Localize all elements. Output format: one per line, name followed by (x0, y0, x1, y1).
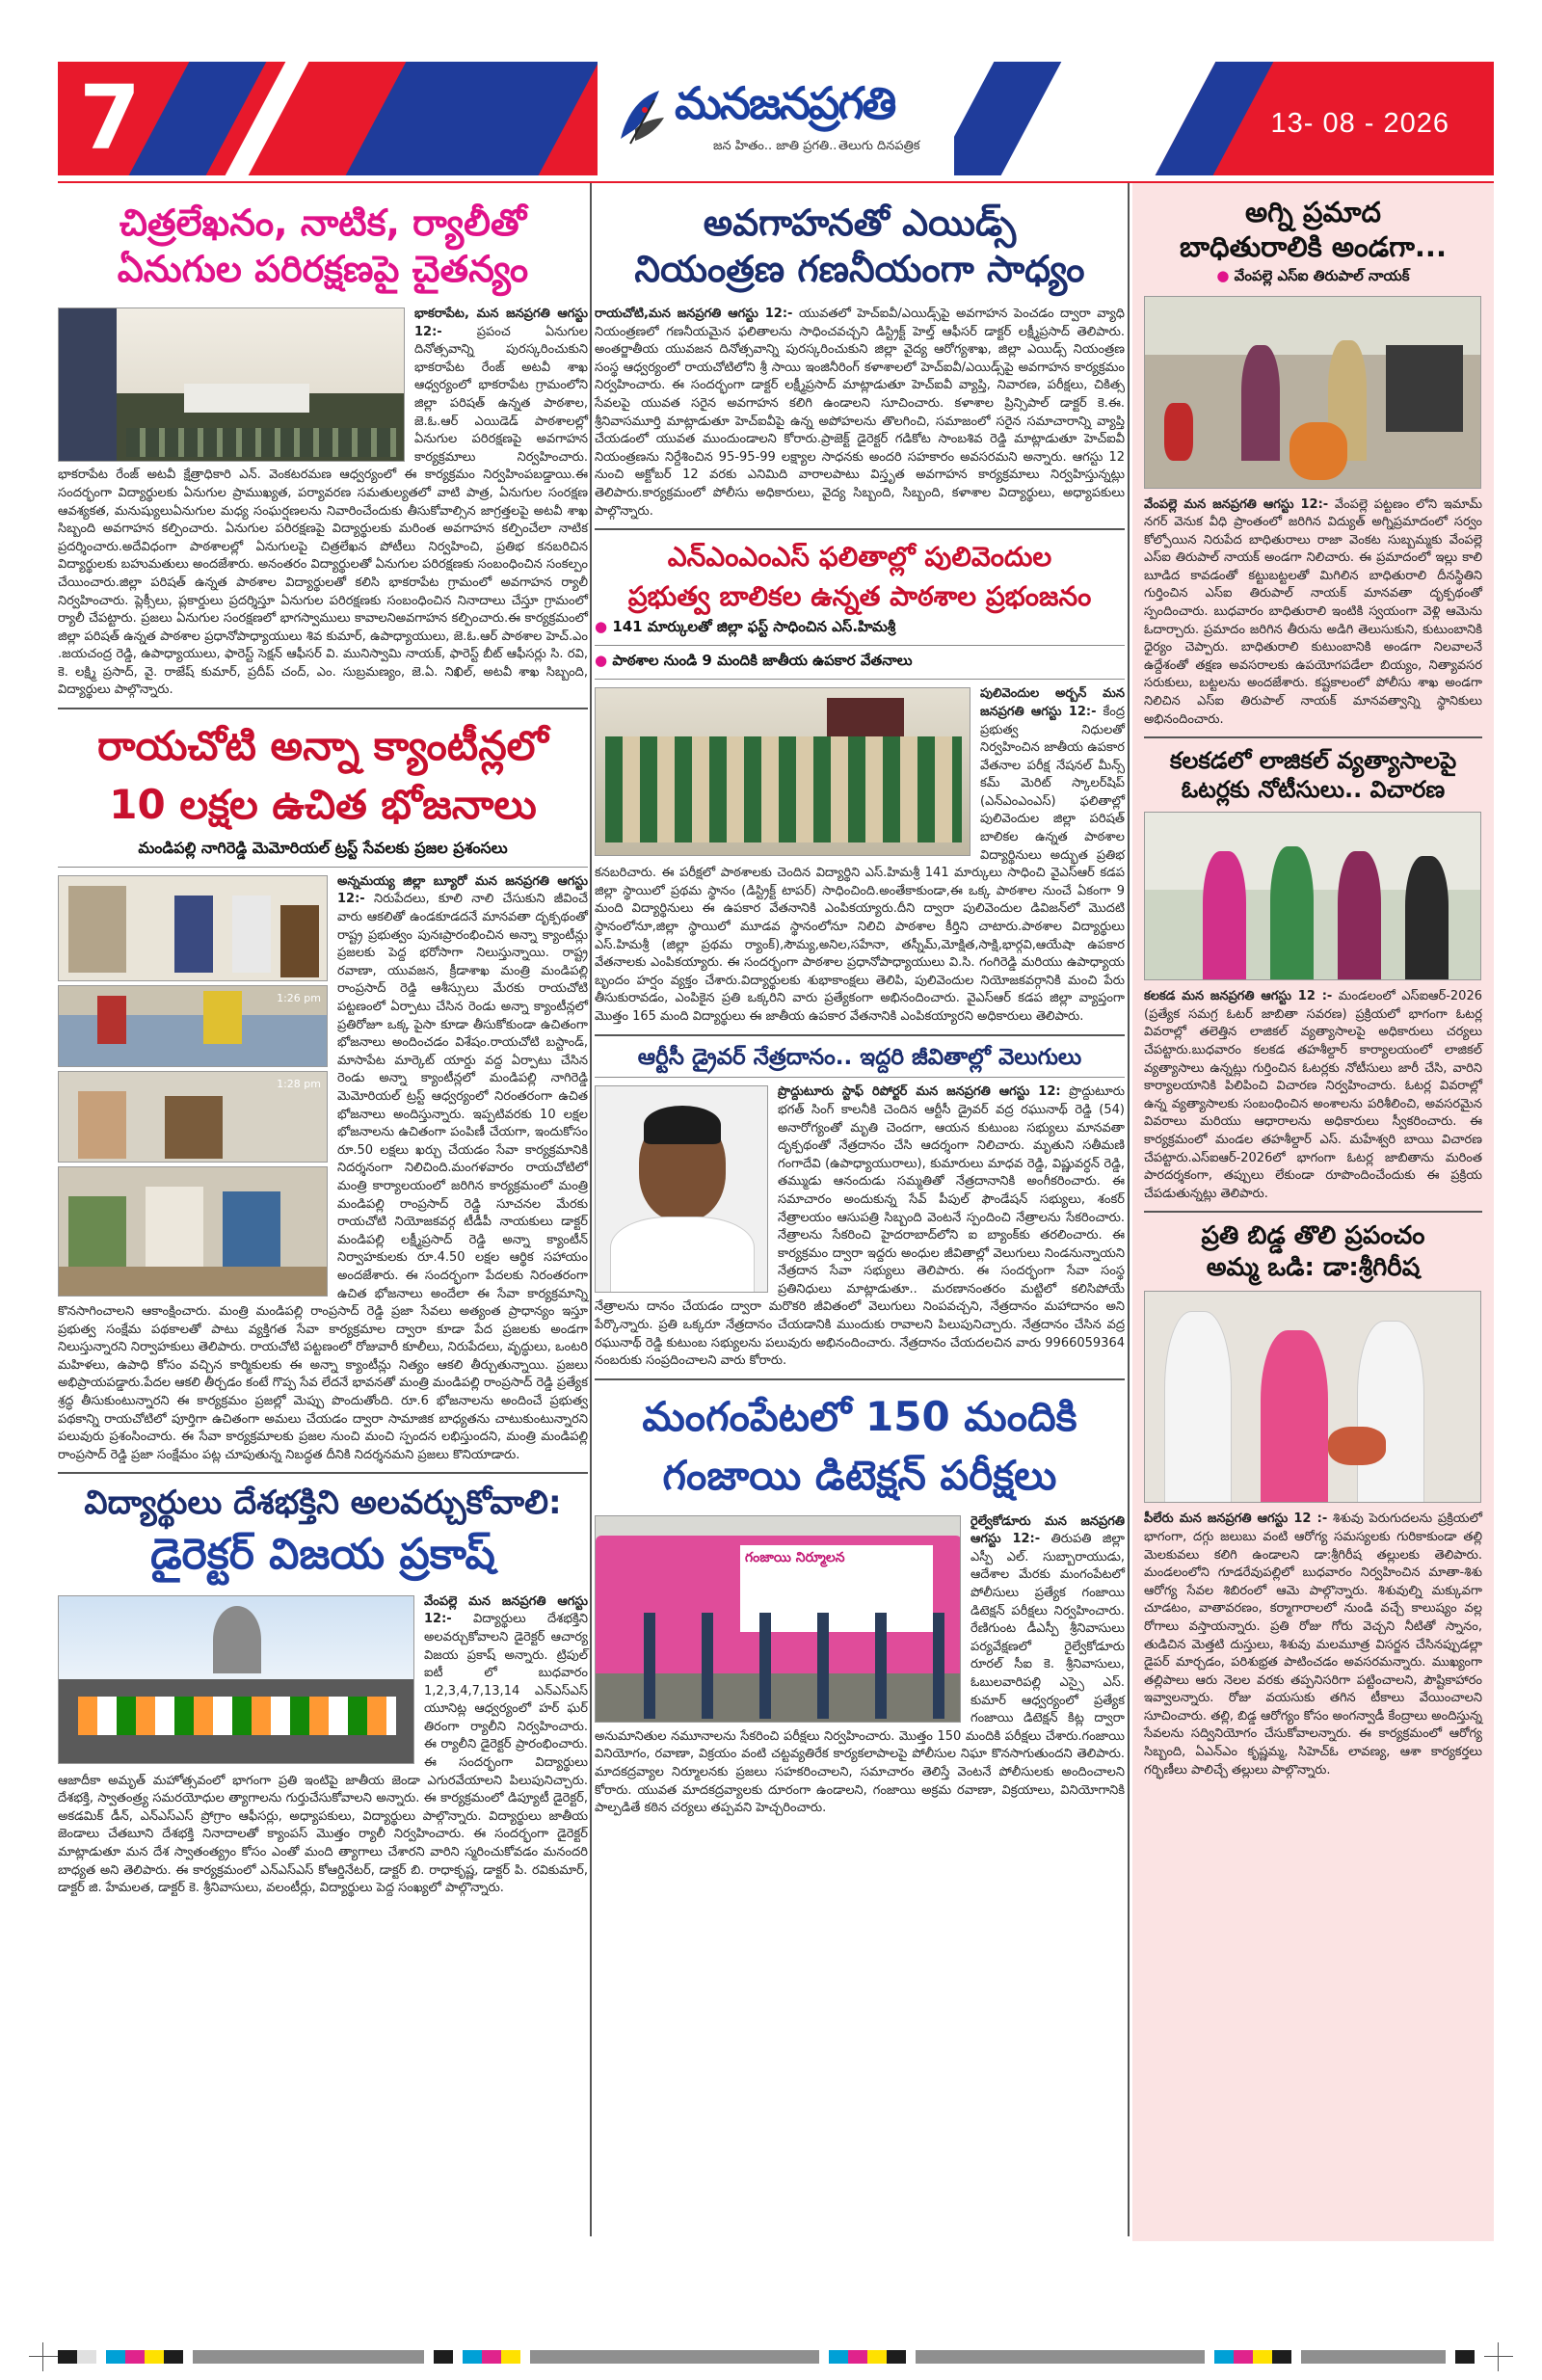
byline-text: వేంపల్లె ఎస్ఐ తిరుపాల్ నాయక్ (1234, 266, 1410, 284)
article-mother-child-health (1144, 1220, 1482, 1779)
article-anna-canteen (58, 717, 588, 1464)
column-separator (590, 183, 592, 2236)
article-text: ప్రపంచ ఏనుగుల దినోత్సవాన్ని పురస్కరించుకుని భాకరాపేట రేంజ్ అటవీ శాఖ ఆధ్వర్యంలో భాకరాపేట గ్రామంలోని జిల్లా పరిషత్ ఉన్నత పాఠశాల, జె.ఓ.ఆర్ ఎయిడెడ్ పాఠశాలల్లో ఏనుగుల పరిరక్షణపై అవగాహన కార్యక్రమాలు నిర్వహించారు. భాకరాపేట రేంజ్ అటవీ క్షేత్రాధికారి ఎన్. వెంకటరమణ ఆధ్వర్యంలో ఈ కార్యక్రమం నిర్వహింపబడ్డాయి.ఈ సందర్భంగా విద్యార్థులకు ఏనుగుల ప్రాముఖ్యత, పర్యావరణ సమతుల్యతలో వాటి పాత్ర, ఏనుగుల సంరక్షణ ఆవశ్యకత, మనుష్యులుఏనుగుల మధ్య సంఘర్షణలను నివారించేందుకు తీసుకోవాల్సిన జాగ్రత్తలపై అటవీ శాఖ సిబ్బంది అవగాహన కల్పించారు. ఏనుగుల పరిరక్షణపై విద్యార్థులకు మరింత అవగాహన కల్పించేలా నాటిక ప్రదర్శించారు.అదేవిధంగా పాఠశాలల్లో ఏనుగులపై చిత్రలేఖన పోటీలు నిర్వహించి, ప్రతిభ కనబరిచిన విద్యార్థులకు బహుమతులు అందజేశారు. అనంతరం విద్యార్థులతో ఏనుగుల పరిరక్షణకు సంబంధించిన సంకల్పం చేయించారు.జిల్లా పరిషత్ ఉన్నత పాఠశాల విద్యార్థులతో కలిసి భాకరాపేట గ్రామంలో అవగాహన ర్యాలీ నిర్వహించారు. ప్లెక్సీలు, ప్లకార్డులు ప్రదర్శిస్తూ ఏనుగుల పరిరక్షణకు సంబంధించిన నినాదాలు చేస్తూ గ్రామంలో ర్యాలీ చేపట్టారు. ప్రజలు ఏనుగుల సంరక్షణలో భాగస్వాములు కావాలనిఅవగాహన కల్పించారు.ఈ కార్యక్రమంలో జిల్లా పరిషత్ ఉన్నత పాఠశాల ప్రధానోపాధ్యాయులు శివ కుమార్, ఉపాధ్యాయులు, జె.ఓ.ఆర్ పాఠశాల హెచ్.ఎం .జయచంద్ర రెడ్డి, ఉపాధ్యాయులు, ఫారెస్ట్ సెక్షన్ ఆఫీసర్ వి. మునిస్వామి నాయక్, ఫారెస్ట్ బీట్ ఆఫీసర్లు సి. రవి, కె. లక్ష్మి ప్రసాద్, వై. రాజేష్ కుమార్, ప్రదీప్ చంద్, ఎం. సుబ్రమణ్యం, జె.ఏ. నిఖిల్, అటవీ శాఖ సిబ్బంది, విద్యార్థులు పాల్గొన్నారు. (58, 324, 588, 698)
article-voter-notices (1144, 746, 1482, 1203)
column-separator (1128, 183, 1130, 2236)
article-aids-awareness (595, 201, 1125, 521)
article-body (595, 1083, 1125, 1371)
divider (58, 1472, 588, 1474)
article-body (595, 306, 1125, 521)
headline-line: అమ్మ ఒడి: డా:శ్రీగిరీష (1206, 1252, 1421, 1282)
article-body (1144, 988, 1482, 1203)
article-photo (1144, 1291, 1481, 1503)
divider (58, 708, 588, 709)
dateline: ప్రొద్దుటూరు స్టాఫ్ రిపోర్టర్ మన జనప్రగతి ఆగస్టు 12: (778, 1084, 1061, 1100)
divider (58, 867, 588, 868)
article-text: శిశువు పెరుగుదలను ప్రక్రియలో భాగంగా, దగ్గు జలుబు వంటి ఆరోగ్య సమస్యలకు గురికాకుండా తల్లి మెలకువలు కలిగి ఉండాలని డా:శ్రీగిరీష తల్లులకు తెలిపారు. మండలంలోని గూడరేవుపల్లిలో బుధవారం నిర్వహించిన మాతా-శిశు ఆరోగ్య సేవల శిబిరంలో ఆమె పాల్గొన్నారు. శిశువుల్ని మక్కువగా చూడటం, వాతావరణం, కర్మాగారాలలో నుండి వచ్చే కాలుష్యం వల్ల రోగాలు వస్తాయన్నారు. ప్రతి రోజు గోరు వెచ్చని నీటితో స్నానం, తుడిచిన మెత్తటి దుస్తులు, శిశువు మలమూత్ర విసర్జన చేసినప్పుడల్లా డైపర్ మార్చడం, పరిశుభ్రత పాటించడం అవసరమన్నారు. ముఖ్యంగా తల్లిపాలు ఆరు నెలల వరకు తప్పనిసరిగా పట్టించాలని, పౌష్టికాహారం ఇవ్వాలన్నారు. రోజు వయసుకు తగిన టీకాలు వేయించాలని సూచించారు. తల్లి, బిడ్డ ఆరోగ్యం కోసం అంగన్వాడీ కేంద్రాలు అందిస్తున్న సేవలను సద్వినియోగం చేసుకోవాలన్నారు. ఈ కార్యక్రమంలో ఆరోగ్య సిబ్బంది, ఏఎన్ఎం కృష్ణమ్మ, సిహెచ్ఓ లావణ్య, ఆశా కార్యకర్తలు గర్భిణీలు పాలిచ్చే తల్లులు పాల్గొన్నారు. (1144, 1511, 1482, 1778)
headline-line: నియంత్రణ గణనీయంగా సాధ్యం (634, 247, 1085, 290)
newspaper-tagline: జన హితం.. జాతి ప్రగతి.. (713, 139, 837, 153)
newspaper-logo (598, 62, 954, 175)
headline (595, 1388, 1125, 1506)
article-photo (58, 1166, 328, 1297)
headline-line: రాయచోటి అన్నా క్యాంటీన్లలో (97, 722, 548, 770)
headline (1144, 1220, 1482, 1283)
article-photo (595, 687, 970, 856)
article-fire-victim (1144, 195, 1482, 729)
article-photo (595, 1515, 961, 1723)
headline (58, 717, 588, 835)
middle-column (595, 183, 1125, 1818)
headline-line: ఎన్ఎంఎంఎస్ ఫలితాల్లో పులివెందుల (667, 541, 1052, 574)
van-banner: గంజాయి నిర్మూలన (745, 1549, 845, 1565)
headline-line: ప్రభుత్వ బాలికల ఉన్నత పాఠశాల ప్రభంజనం (627, 579, 1092, 612)
divider (1144, 736, 1482, 738)
article-photo (58, 1071, 328, 1163)
divider (595, 679, 1125, 680)
dateline: వేంపల్లె మన జనప్రగతి ఆగస్టు 12:- (1144, 496, 1329, 512)
article-body (1144, 1511, 1482, 1779)
divider (595, 1077, 1125, 1078)
dateline: కలకడ మన జనప్రగతి ఆగస్టు 12 :- (1144, 989, 1333, 1004)
dove-pen-logo-icon (611, 81, 678, 158)
headline-line: డైరెక్టర్ విజయ ప్రకాష్ (150, 1530, 495, 1580)
divider (595, 1378, 1125, 1380)
headline-line: అగ్ని ప్రమాద (1244, 196, 1382, 228)
headline-line: చిత్రలేఖనం, నాటిక, ర్యాలీతో (119, 201, 527, 244)
dateline: భాకరాపేట, మన జనప్రగతి ఆగస్టు 12:- (414, 307, 588, 339)
article-body (595, 1513, 1125, 1818)
highlight-bullet (595, 618, 1125, 639)
dateline: అన్నమయ్య జిల్లా బ్యూరో మన జనప్రగతి ఆగస్టు 12:- (337, 873, 588, 907)
article-photo (58, 875, 328, 981)
headline (595, 538, 1125, 616)
headline (58, 201, 588, 292)
article-photo (1144, 812, 1481, 980)
portrait-photo (595, 1085, 768, 1293)
photo-timestamp: 1:28 pm (277, 1077, 321, 1090)
headline-line: 10 లక్షల ఉచిత భోజనాలు (109, 780, 537, 828)
article-body (595, 685, 1125, 1026)
article-text: వేంపల్లె పట్టణం లోని ఇమామ్ నగర్ వెనుక వీధి ప్రాంతంలో జరిగిన విద్యుత్ అగ్నిప్రమాదంలో సర్వం కోల్పోయిన నిరుపేద బాధితురాలు రాజా వెంకట సుబ్బమ్మకు వేంపల్లె ఎస్ఐ తిరుపాల్ నాయక్ అండగా నిలిచారు. ఈ ప్రమాదంలో ఇల్లు కాలి బూడిద కావడంతో కట్టుబట్టలతో మిగిలిన బాధితురాలి దీనస్థితిని గుర్తించిన ఎస్ఐ తిరుపాల్ నాయక్ మానవతా దృక్పథంతో స్పందించారు. బుధవారం బాధితురాలి ఇంటికి స్వయంగా వెళ్లి ఆమెను ఓదార్చారు. ప్రమాదం జరిగిన తీరును అడిగి తెలుసుకుని, కుటుంబానికి ధైర్యం చెప్పారు. బాధితురాలి కుటుంబానికి అండగా నిలవాలనే ఉద్దేశంతో తక్షణ అవసరాలకు ఉపయోగపడేలా బియ్యం, నిత్యావసర సరుకులు, బట్టలను అందజేశారు. కష్టకాలంలో పోలీసు శాఖ అండగా నిలిచిన ఎస్ఐ తిరుపాల్ నాయక్ మానవత్వాన్ని స్థానికులు అభినందించారు. (1144, 496, 1482, 727)
newspaper-language-tag: తెలుగు దినపత్రిక (838, 139, 920, 153)
divider (1144, 1211, 1482, 1213)
article-patriotism (58, 1482, 588, 1897)
divider (595, 645, 1125, 646)
left-column (58, 183, 588, 1898)
article-photo (58, 308, 405, 462)
bullet-icon: ● (1216, 266, 1235, 284)
article-text: విద్యార్థులు దేశభక్తిని అలవర్చుకోవాలని డైరెక్టర్ ఆచార్య విజయ ప్రకాష్ అన్నారు. ట్రిపుల్ ఐటీ లో బుధవారం 1,2,3,4,7,13,14 ఎన్ఎస్ఎస్ యూనిట్ల ఆధ్వర్యంలో హర్ ఘర్ తిరంగా ర్యాలీని నిర్వహించారు. ఈ ర్యాలీని డైరెక్టర్ ప్రారంభించారు. ఈ సందర్భంగా విద్యార్థులు ఆజాదీకా అమృత్ మహోత్సవంలో భాగంగా ప్రతి ఇంటిపై జాతీయ జెండా ఎగురవేయాలని పిలుపునిచ్చారు. దేశభక్తి, స్వాతంత్ర్య సమరయోధుల త్యాగాలను గుర్తుచేసుకోవాలని అన్నారు. ఈ కార్యక్రమంలో డిప్యూటీ డైరెక్టర్, అకడమిక్ డీన్, ఎన్ఎస్ఎస్ ప్రోగ్రాం ఆఫీసర్లు, అధ్యాపకులు, విద్యార్థులు పాల్గొన్నారు. విద్యార్థులు జాతీయ జెండాలు చేతబూని దేశభక్తి నినాదాలతో క్యాంపస్ మొత్తం ర్యాలీ నిర్వహించారు. ఈ సందర్భంగా డైరెక్టర్ మాట్లాడుతూ మన దేశ స్వాతంత్య్రం కోసం ఎంతో మంది త్యాగాలు చేశారని వారిని స్మరించుకోవడం మనందరి బాధ్యత అని తెలిపారు. ఈ కార్యక్రమంలో ఎన్ఎస్ఎస్ కోఆర్డినేటర్, డాక్టర్ బి. రాధాకృష్ణ, డాక్టర్ పి. రవికుమార్, డాక్టర్ జి. హేమలత, డాక్టర్ కె. శ్రీనివాసులు, వలంటీర్లు, విద్యార్థులు పెద్ద సంఖ్యలో పాల్గొన్నారు. (58, 1612, 588, 1896)
dateline: పీలేరు మన జనప్రగతి ఆగస్టు 12 :- (1144, 1511, 1328, 1527)
newspaper-title: మనజనప్రగతి (675, 77, 895, 129)
article-text: కేంద్ర ప్రభుత్వ నిధులతో నిర్వహించిన జాతీయ ఉపకార వేతనాల పరీక్ష నేషనల్ మీన్స్ కమ్ మెరిట్ స్కాలర్‌షిప్ (ఎన్ఎంఎంఎస్) ఫలితాల్లో పులివెందుల జిల్లా పరిషత్ బాలికల ఉన్నత పాఠశాల విద్యార్థినులు అద్భుత ప్రతిభ కనబరిచారు. ఈ పరీక్షలో పాఠశాలకు చెందిన విద్యార్థిని ఎస్.హిమశ్రీ 141 మార్కులు సాధించి వైఎస్ఆర్ కడప జిల్లా స్థాయిలో ప్రథమ స్థానం (డిస్ట్రిక్ట్ టాపర్) సాధించింది.అంతేకాకుండా,ఈ ఒక్క పాఠశాల నుంచే ఏకంగా 9 మంది విద్యార్థినులు ఈ ఉపకార వేతనానికి ఎంపికయ్యారు.దీని ద్వారా పులివెందుల డివిజన్‌లో మొదటి స్థానంలోనూ,జిల్లా స్థాయిలో మూడవ స్థానంలోనూ నిలిచి పాఠశాల కీర్తిని చాటారు.పాఠశాల విద్యార్థులు ఎస్.హిమశ్రీ (జిల్లా ప్రథమ ర్యాంక్),సౌమ్య,అనిల,సహేనా, తస్నీమ్,మోక్షిత,సాక్షి,భార్గవి,ఆయేషా ఉపకార వేతనాలకు ఎంపికయ్యారు. ఈ సందర్భంగా పాఠశాల ప్రధానోపాధ్యాయులు వి.సి. గంగిరెడ్డి మరియు ఉపాధ్యాయ బృందం హర్షం వ్యక్తం చేశారు.విద్యార్థులకు శుభాకాంక్షలు తెలిపి, పులివెందుల నియోజకవర్గానికి మంచి పేరు తీసుకురావడం, ఎంపికైన ప్రతి ఒక్కరిని వారు ప్రత్యేకంగా అభినందించారు. వైఎస్ఆర్ కడప జిల్లా వ్యాప్తంగా మొత్తం 165 మంది విద్యార్థులు ఈ జాతీయ ఉపకార వేతనానికి ఎంపికయ్యారని అధికారులు తెలిపారు. (595, 704, 1125, 1024)
article-ganja-tests (595, 1388, 1125, 1818)
registration-mark-icon (29, 2342, 58, 2371)
photo-timestamp: 1:26 pm (277, 991, 321, 1004)
bullet-icon: ● (595, 618, 613, 636)
headline-line: మంగంపేటలో 150 మందికి (642, 1392, 1077, 1440)
headline-line: గంజాయి డిటెక్షన్ పరీక్షలు (662, 1451, 1057, 1499)
article-body (58, 873, 588, 1465)
issue-date: 13- 08 - 2026 (1270, 108, 1449, 139)
headline-line: కలకడలో లాజికల్ వ్యత్యాసాలపై (1169, 747, 1457, 775)
article-photo (58, 1595, 414, 1764)
page-number: 7 (78, 67, 141, 170)
article-photo (58, 985, 328, 1067)
dateline: రాయచోటి,మన జనప్రగతి ఆగస్టు 12:- (595, 307, 793, 321)
divider (595, 1034, 1125, 1036)
article-text: యువతలో హెచ్ఐవీ/ఎయిడ్స్‌పై అవగాహన పెంచడం ద్వారా వ్యాధి నియంత్రణలో గణనీయమైన ఫలితాలను సాధించవచ్చని డిస్ట్రిక్ట్ హెల్త్ ఆఫీసర్ డాక్టర్ లక్ష్మీప్రసాద్ తెలిపారు. అంతర్జాతీయ యువజన దినోత్సవాన్ని పురస్కరించుకుని జిల్లా వైద్య ఆరోగ్యశాఖ, జిల్లా ఎయిడ్స్ నియంత్రణ సంస్థ ఆధ్వర్యంలో రాయచోటిలోని శ్రీ సాయి ఇంజినీరింగ్ కళాశాలలో హెచ్ఐవీ/ఎయిడ్స్‌పై అవగాహన కార్యక్రమం నిర్వహించారు. ఈ సందర్భంగా డాక్టర్ లక్ష్మీప్రసాద్ మాట్లాడుతూ హెచ్ఐవీ వ్యాప్తి, నివారణ, పరీక్షలు, చికిత్స సేవలపై యువత సరైన అవగాహన కలిగి ఉండాలని సూచించారు. కళాశాల ప్రిన్సిపాల్ డాక్టర్ కె.ఈ. శ్రీనివాసమూర్తి మాట్లాడుతూ హెచ్ఐవీపై ఉన్న అపోహలను తొలగించి, సమాజంలో సరైన సమాచారాన్ని వ్యాప్తి చేయడంలో యువత ముందుండాలని కోరారు.ప్రాజెక్ట్ డైరెక్టర్ గడికోట సాంబశివ రెడ్డి మాట్లాడుతూ హెచ్ఐవీ నియంత్రణను నిర్దేశించిన 95-95-99 లక్ష్యాల సాధనకు అందరి సహకారం అవసరమని అన్నారు. ఆగస్టు 12 నుంచి అక్టోబర్ 12 వరకు ఎనిమిది వారాలపాటు విస్తృత అవగాహన కార్యక్రమాలు నిర్వహిస్తున్నట్లు తెలిపారు.కార్యక్రమంలో పోలీసు అధికారులు, వైద్య సిబ్బంది, సిబ్బంది, కళాశాల విద్యార్థులు, అధ్యాపకులు పాల్గొన్నారు. (595, 307, 1125, 519)
headline: ఆర్టీసీ డ్రైవర్ నేత్రదానం.. ఇద్దరి జీవితాల్లో వెలుగులు (637, 1044, 1082, 1070)
headline-line: బాధితురాలికి అండగా... (1180, 230, 1447, 264)
bullet-text: పాఠశాల నుండి 9 మందికి జాతీయ ఉపకార వేతనాలు (612, 652, 913, 670)
article-body (58, 306, 588, 700)
article-elephant-awareness (58, 201, 588, 700)
article-text: ప్రొద్దుటూరు భగత్ సింగ్ కాలనీకి చెందిన ఆర్టీసీ డ్రైవర్ వద్ర రఘునాథ్ రెడ్డి (54) అనారోగ్యంతో మృతి చెందగా, ఆయన కుటుంబ సభ్యులు మానవతా దృక్పథంతో నేత్రదానం చేసి ఆదర్శంగా నిలిచారు. మృతుని సతీమణి గంగాదేవి (ఉపాధ్యాయురాలు), కుమారులు మాధవ రెడ్డి, విష్ణువర్ధన్ రెడ్డి, తమ్ముడు ఆనందుడు సమ్మతితో నేత్రదానానికి అంగీకరించారు. ఈ సమాచారం అందుకున్న సేవ్ పీపుల్ ఫౌండేషన్ సభ్యులు, శంకర్ నేత్రాలయం ఆసుపత్రి సిబ్బంది వెంటనే స్పందించి నేత్రాలను సేకరించారు. నేత్రాలను సేకరించి హైదరాబాద్‌లోని ఐ బ్యాంక్‌కు తరలించారు. ఈ కార్యక్రమం ద్వారా ఇద్దరు అంధుల జీవితాల్లో వెలుగులు నిండనున్నాయని నేత్రదాన సేవా సభ్యులు తెలిపారు. ఈ సందర్భంగా సేవా సంస్థ ప్రతినిధులు మాట్లాడుతూ.. మరణానంతరం మట్టిలో కలిసిపోయే నేత్రాలను దానం చేయడం ద్వారా మరొకరి జీవితంలో వెలుగులు నింపవచ్చని, నేత్రదానం మహాదానం అని పేర్కొన్నారు. ప్రతి ఒక్కరూ నేత్రదానం చేయడానికి ముందుకు రావాలని పిలుపునిచ్చారు. నేత్రదానం చేసిన వద్ర రఘునాథ్ రెడ్డి కుటుంబ సభ్యులను పలువురు అభినందించారు. నేత్రదానం చేయదలచిన వారు 9966059364 నంబరుకు సంప్రదించాలని వారు కోరారు. (595, 1084, 1125, 1369)
headline-line: విద్యార్థులు దేశభక్తిని అలవర్చుకోవాలి: (84, 1484, 562, 1523)
headline-line: ఓటర్లకు నోటీసులు.. విచారణ (1181, 776, 1446, 804)
headline (595, 201, 1125, 292)
headline-line: ఏనుగుల పరిరక్షణపై చైతన్యం (117, 247, 529, 290)
masthead-left-band (58, 62, 598, 175)
article-body (58, 1593, 588, 1898)
headline (58, 1482, 588, 1583)
article-text: మండలంలో ఎస్ఐఆర్-2026 (ప్రత్యేక సమగ్ర ఓటర్ జాబితా సవరణ) ప్రక్రియలో భాగంగా ఓటర్ల వివరాల్లో తలెత్తిన లాజికల్ వ్యత్యాసాలపై అధికారులు చర్యలు చేపట్టారు.బుధవారం కలకడ తహశీల్దార్ కార్యాలయంలో లాజికల్ వ్యత్యాసాలు ఉన్నట్లు గుర్తించిన ఓటర్లకు నోటీసులు జారీ చేసి, వారిని కార్యాలయానికి పిలిపించి విచారణ నిర్వహించారు. ఓటర్ల వివరాల్లో ఉన్న వ్యత్యాసాలకు సంబంధించిన అంశాలను పరిశీలించి, అవసరమైన వివరాలు మరియు ఆధారాలను అధికారులు స్వీకరించారు. ఈ కార్యక్రమంలో మండల తహశీల్దార్ ఎస్. మహేశ్వరి బాయి విచారణ చేపట్టారు.ఎస్ఐఆర్-2026లో భాగంగా ఓటర్ల జాబితాను మరింత పారదర్శకంగా, తప్పులు లేకుండా రూపొందించేందుకు ఈ ప్రక్రియ చేపడుతున్నట్లు తెలిపారు. (1144, 989, 1482, 1201)
photo-collage (58, 875, 328, 1297)
masthead (58, 62, 1494, 175)
headline (1144, 746, 1482, 804)
bullet-text: 141 మార్కులతో జిల్లా ఫస్ట్ సాధించిన ఎస్.హిమశ్రీ (612, 618, 896, 636)
divider (595, 528, 1125, 530)
print-color-bar (58, 2350, 1494, 2364)
article-text: నిరుపేదలు, కూలి నాలి చేసుకుని జీవించే వారు ఆకలితో ఉండకూడదనే మానవతా దృక్పథంతో రాష్ట్ర ప్రభుత్వం పునఃప్రారంభించిన అన్నా క్యాంటీన్లు ప్రజలకు పెద్ద భరోసాగా నిలుస్తున్నాయి. రాష్ట్ర రవాణా, యువజన, క్రీడాశాఖ మంత్రి మండిపల్లి రాంప్రసాద్ రెడ్డి ఆశీస్సులు మేరకు రాయచోటి పట్టణంలో ఏర్పాటు చేసిన రెండు అన్నా క్యాంటీన్లలో ప్రతిరోజూ ఒక్క పైసా కూడా తీసుకోకుండా ఉచితంగా భోజనాలు అందించడం విశేషం.రాయచోటి బస్టాండ్, మాసాపేట మార్కెట్ యార్డు వద్ద ఏర్పాటు చేసిన రెండు అన్నా క్యాంటీన్లలో మండిపల్లి నాగిరెడ్డి మెమోరియల్ ట్రస్ట్ ఆధ్వర్యంలో నిరంతరంగా ఉచిత భోజనాలు అందిస్తున్నారు. ఇప్పటివరకు 10 లక్షల భోజనాలను ఉచితంగా పంపిణీ చేయగా, ఇందుకోసం రూ.50 లక్షలు ఖర్చు చేయడం సేవా కార్యక్రమానికి నిదర్శనంగా నిలిచింది.మంగళవారం రాయచోటిలో మంత్రి కార్యాలయంలో జరిగిన కార్యక్రమంలో మంత్రి మండిపల్లి రాంప్రసాద్ రెడ్డి సూచనల మేరకు రాయచోటి నియోజకవర్గ టీడీపీ నాయకులు డాక్టర్ మండిపల్లి లక్ష్మీప్రసాద్ రెడ్డి అన్నా క్యాంటీన్ నిర్వాహకులకు రూ.4.50 లక్షల ఆర్థిక సహాయం అందజేశారు. ఈ సందర్భంగా పేదలకు నిరంతరంగా ఉచిత భోజనాలు అందేలా ఈ సేవా కార్యక్రమాన్ని కొనసాగించాలని ఆకాంక్షించారు. మంత్రి మండిపల్లి రాంప్రసాద్ రెడ్డి ప్రజా సేవలు అత్యంత ప్రాధాన్యం ఇస్తూ ప్రభుత్వ సంక్షేమ పథకాలతో పాటు వ్యక్తిగత సేవా కార్యక్రమాల ద్వారా కూడా పేద ప్రజలకు అండగా నిలుస్తున్నారని నిర్వాహకులు తెలిపారు. రాయచోటి పట్టణంలో రోజువారీ కూలీలు, నిరుపేదలు, వృద్ధులు, ఒంటరి మహిళలు, ఉపాధి కోసం వచ్చిన కార్మికులకు ఈ అన్నా క్యాంటీన్లు నిత్యం ఆకలి తీర్చుతున్నాయి. ప్రజలు అభిప్రాయపడ్డారు.పేదల ఆకలి తీర్చడం కంటే గొప్ప సేవ లేదనే భావనతో మంత్రి మండిపల్లి రాంప్రసాద్ రెడ్డి ప్రత్యేక శ్రద్ధ తీసుకుంటున్నారని ఈ కార్యక్రమం ప్రజల్లో మెప్పు పొందుతోంది. రూ.6 భోజనాలను అందించే ప్రభుత్వ పథకాన్ని రాయచోటిలో పూర్తిగా ఉచితంగా అమలు చేయడం ద్వారా సామాజిక బాధ్యతను చాటుకుంటున్నారని పలువురు ప్రశంసించారు. ఈ సేవా కార్యక్రమాలకు ప్రజల నుంచి మంచి స్పందన లభిస్తుందని, మంత్రి మండిపల్లి రాంప్రసాద్ రెడ్డి ప్రజా సంక్షేమం పట్ల చూపుతున్న నిబద్ధత దీనికి నిదర్శనమని ప్రజలు కొనియాడారు. (58, 892, 588, 1462)
byline (1144, 267, 1482, 288)
headline (1144, 195, 1482, 265)
dateline: వేంపల్లె మన జనప్రగతి ఆగస్టు 12:- (424, 1593, 588, 1627)
dateline: రైల్వేకోడూరు మన జనప్రగతి ఆగస్టు 12:- (970, 1513, 1125, 1547)
right-column (1132, 183, 1494, 2241)
dateline: పులివెందుల అర్బన్ మన జనప్రగతి ఆగస్టు 12:- (980, 686, 1125, 719)
headline-line: అవగాహనతో ఎయిడ్స్ (703, 201, 1017, 244)
article-eye-donation (595, 1044, 1125, 1371)
highlight-bullet (595, 652, 1125, 673)
article-text: తిరుపతి జిల్లా ఎస్పీ ఎల్. సుబ్బారాయుడు, ఆదేశాల మేరకు మంగంపేటలో పోలీసులు ప్రత్యేక గంజాయి డిటెక్షన్ పరీక్షలు నిర్వహించారు. రేణిగుంట డీఎస్పీ శ్రీనివాసులు పర్యవేక్షణలో రైల్వేకోడూరు రూరల్ సీఐ కె. శ్రీనివాసులు, ఓబులవారిపల్లి ఎస్సై ఎస్. కుమార్ ఆధ్వర్యంలో ప్రత్యేక గంజాయి డిటెక్షన్ కిట్ల ద్వారా అనుమానితుల నమూనాలను సేకరించి పరీక్షలు నిర్వహించారు. మొత్తం 150 మందికి పరీక్షలు చేశారు.గంజాయి వినియోగం, రవాణా, విక్రయం వంటి చట్టవ్యతిరేక కార్యకలాపాలపై పోలీసుల నిఘా కొనసాగుతుందని తెలిపారు. మాదకద్రవ్యాల నిర్మూలనకు ప్రజలు సహకరించాలని, సమాచారం తెలిస్తే వెంటనే పోలీసులకు అందించాలని కోరారు. యువత మాదకద్రవ్యాలకు దూరంగా ఉండాలని, గంజాయి అక్రమ రవాణా, విక్రయాలు, వినియోగానికి పాల్పడితే కఠిన చర్యలు తప్పవని హెచ్చరించారు. (595, 1532, 1125, 1816)
article-nmms-results (595, 538, 1125, 1026)
article-body (1144, 496, 1482, 730)
headline-line: ప్రతి బిడ్డ తొలి ప్రపంచం (1201, 1221, 1425, 1251)
bullet-icon: ● (595, 652, 613, 670)
article-photo (1144, 296, 1481, 489)
subheadline: మండిపల్లి నాగిరెడ్డి మెమోరియల్ ట్రస్ట్ సేవలకు ప్రజల ప్రశంసలు (138, 838, 508, 857)
